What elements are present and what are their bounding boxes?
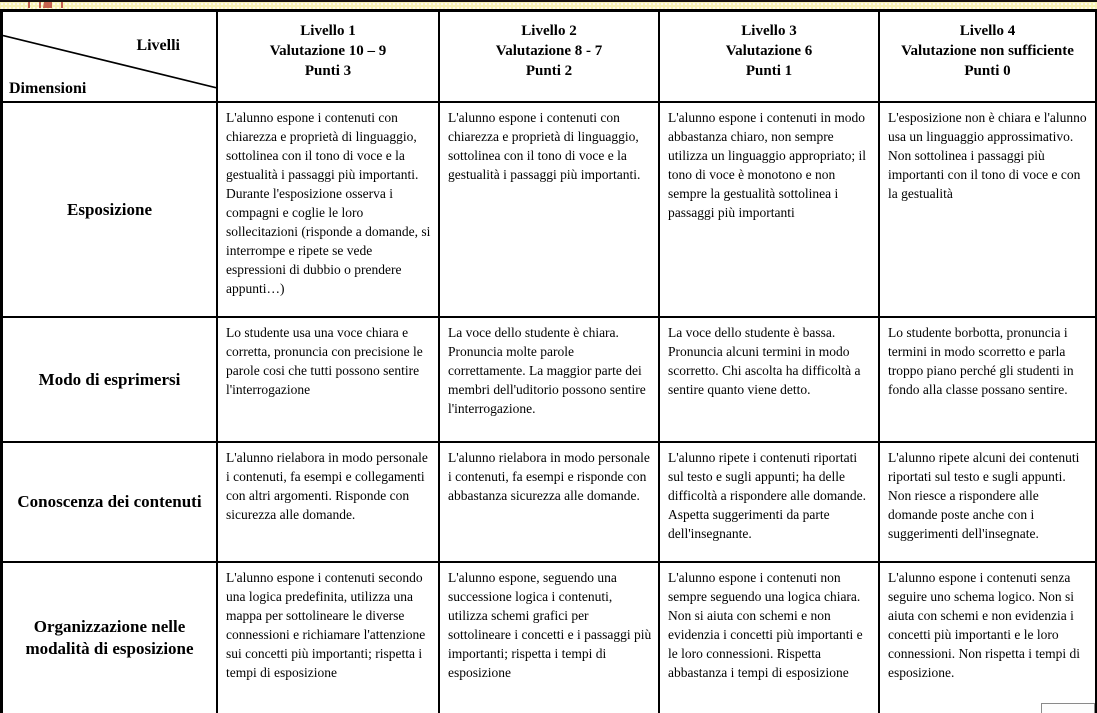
row-label-esposizione: Esposizione (3, 103, 218, 318)
header-line: Punti 0 (964, 62, 1011, 79)
rubric-table (0, 9, 1097, 713)
header-line: Livello 2 (521, 22, 577, 39)
cell-esposizione-livello-1: L'alunno espone i contenuti con chiarezza e proprietà di linguaggio, sottolinea con il tono di voce e la gestualità i passaggi più importanti. Durante l'esposizione osserva i compagni e coglie le loro sollecitazioni (risponde a domande, si interrompe e ripete se vede espressioni di dubbio o prendere appunti…) (218, 103, 440, 318)
row-label-conoscenza-dei-contenuti: Conoscenza dei contenuti (3, 443, 218, 563)
column-header-livello-3 (660, 12, 880, 103)
cell-modo-livello-4: Lo studente borbotta, pronuncia i termini in modo scorretto e parla troppo piano perché gli studenti in fondo alla classe possano sentire. (880, 318, 1095, 443)
header-line: Livello 3 (741, 22, 797, 39)
cell-modo-livello-2: La voce dello studente è chiara. Pronuncia molte parole correttamente. La maggior parte dei membri dell'uditorio possono sentire l'interrogazione. (440, 318, 660, 443)
corner-cell (3, 12, 218, 103)
header-line: Livello 1 (300, 22, 356, 39)
corner-label-livelli: Livelli (136, 37, 180, 54)
clipped-red-text-artifact (24, 2, 70, 8)
column-header-livello-1 (218, 12, 440, 103)
cell-esposizione-livello-3: L'alunno espone i contenuti in modo abbastanza chiaro, non sempre utilizza un linguaggio appropriato; il tono di voce è monotono e non sempre la gestualità sottolinea i passaggi più importanti (660, 103, 880, 318)
cell-modo-livello-1: Lo studente usa una voce chiara e corretta, pronuncia con precisione le parole cosi che tutti possono sentire l'interrogazione (218, 318, 440, 443)
cell-conoscenza-livello-1: L'alunno rielabora in modo personale i contenuti, fa esempi e collegamenti con altri argomenti. Risponde con sicurezza alle domande. (218, 443, 440, 563)
column-header-livello-2 (440, 12, 660, 103)
cell-esposizione-livello-2: L'alunno espone i contenuti con chiarezza e proprietà di linguaggio, sottolinea con il tono di voce e la gestualità i passaggi più importanti. (440, 103, 660, 318)
corner-label-dimensioni: Dimensioni (9, 80, 87, 97)
cell-organizzazione-livello-1: L'alunno espone i contenuti secondo una logica predefinita, utilizza una mappa per sottolineare le diverse connessioni e richiamare l'attenzione sui concetti più importanti; rispetta i tempi di esposizione (218, 563, 440, 713)
cell-conoscenza-livello-2: L'alunno rielabora in modo personale i contenuti, fa esempi e risponde con abbastanza sicurezza alle domande. (440, 443, 660, 563)
header-line: Punti 1 (745, 62, 793, 79)
cell-modo-livello-3: La voce dello studente è bassa. Pronuncia alcuni termini in modo scorretto. Chi ascolta ha difficoltà a sentire quanto viene detto. (660, 318, 880, 443)
page-top-strip (0, 0, 1097, 9)
header-line: Valutazione non sufficiente (901, 42, 1074, 59)
row-label-modo-di-esprimersi: Modo di esprimersi (3, 318, 218, 443)
cell-conoscenza-livello-3: L'alunno ripete i contenuti riportati sul testo e sugli appunti; ha delle difficoltà a rispondere alle domande. Aspetta suggerimenti da parte dell'insegnante. (660, 443, 880, 563)
row-label-organizzazione: Organizzazione nelle modalità di esposizione (3, 563, 218, 713)
cell-organizzazione-livello-3: L'alunno espone i contenuti non sempre seguendo una logica chiara. Non si aiuta con schemi e non evidenzia i concetti più importanti e le loro connessioni. Rispetta abbastanza i tempi di esposizione (660, 563, 880, 713)
cell-esposizione-livello-4: L'esposizione non è chiara e l'alunno usa un linguaggio approssimativo. Non sottolinea i passaggi più importanti con il tono di voce e con la gestualità (880, 103, 1095, 318)
header-line: Valutazione 8 - 7 (495, 42, 603, 59)
cell-organizzazione-livello-4: L'alunno espone i contenuti senza seguire uno schema logico. Non si aiuta con schemi e non evidenzia i concetti più importanti e le loro connessioni. Non rispetta i tempi di esposizione. (880, 563, 1095, 713)
cell-conoscenza-livello-4: L'alunno ripete alcuni dei contenuti riportati sul testo e sugli appunti. Non riesce a rispondere alle domande poste anche con i suggerimenti dell'insegnate. (880, 443, 1095, 563)
column-header-livello-4 (880, 12, 1095, 103)
header-line: Valutazione 10 – 9 (269, 42, 387, 59)
header-line: Punti 2 (525, 62, 573, 79)
cell-organizzazione-livello-2: L'alunno espone, seguendo una successione logica i contenuti, utilizza schemi grafici per sottolineare i concetti e i passaggi più importanti; rispetta i tempi di esposizione (440, 563, 660, 713)
header-line: Punti 3 (304, 62, 352, 79)
scroll-thumb[interactable] (1041, 703, 1095, 713)
header-line: Livello 4 (959, 22, 1016, 39)
header-line: Valutazione 6 (725, 42, 813, 59)
